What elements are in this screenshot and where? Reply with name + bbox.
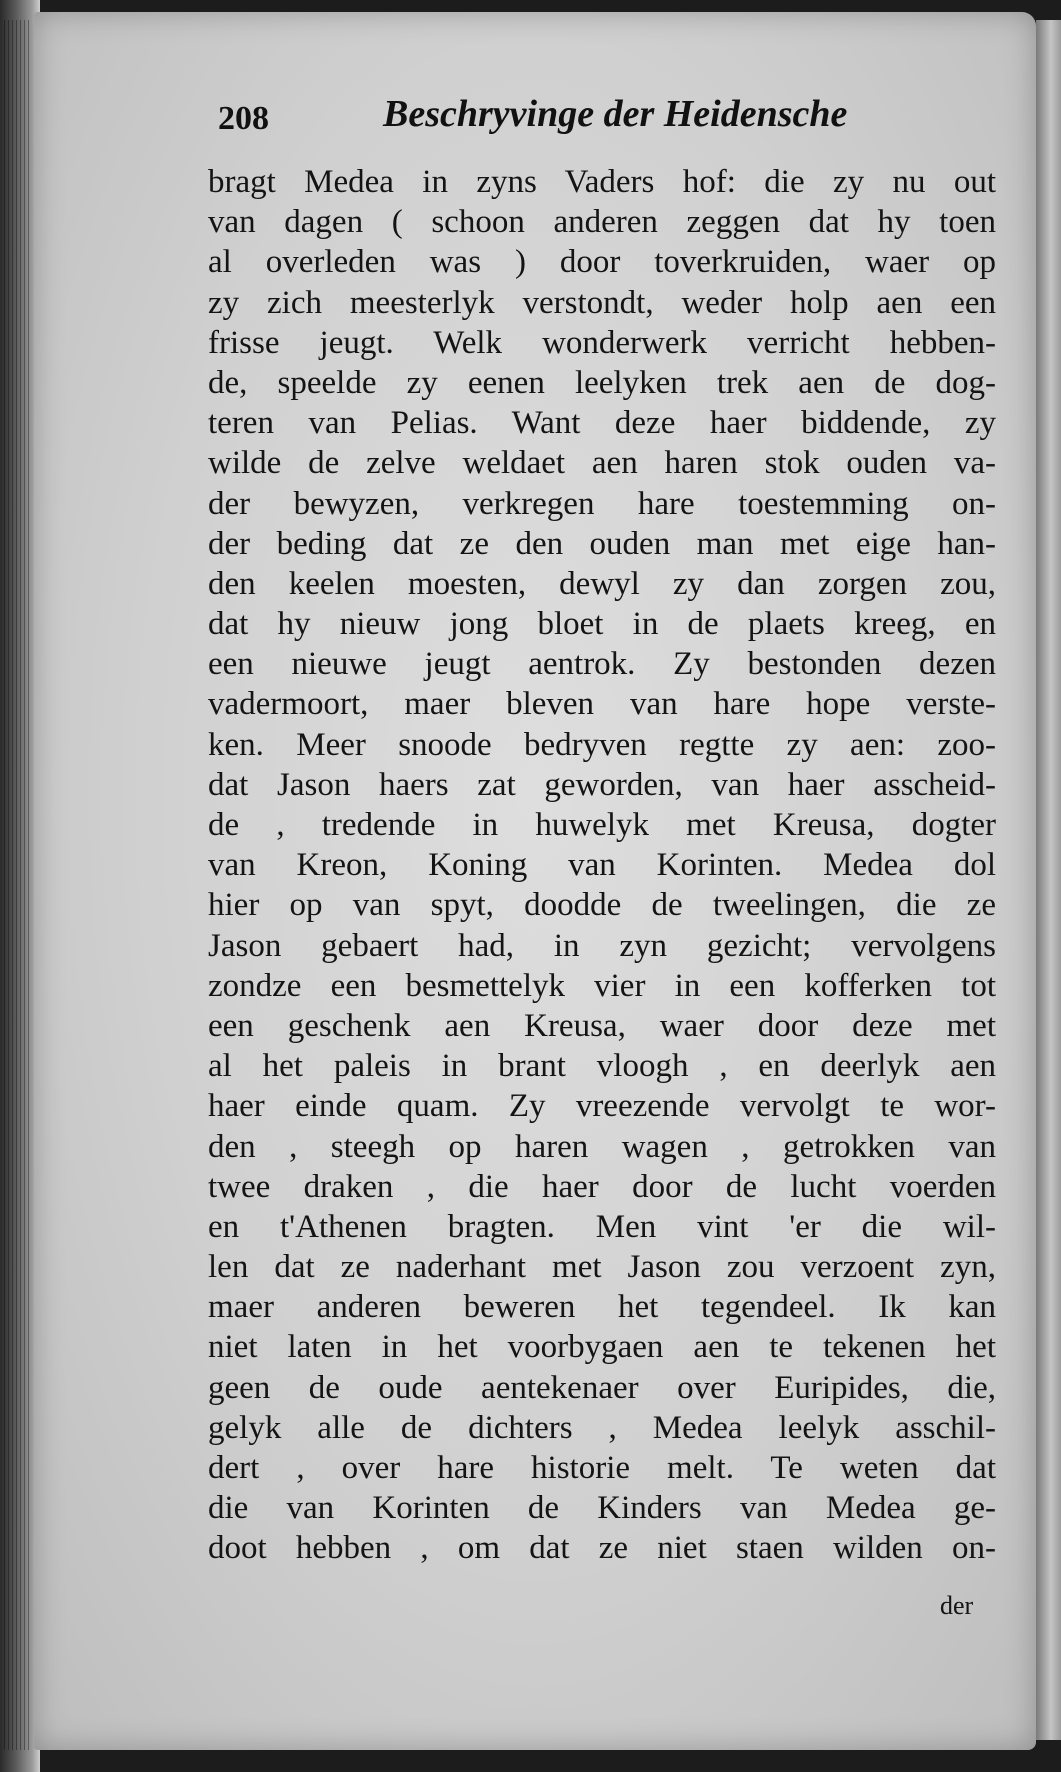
text-line: ken. Meer snoode bedryven regtte zy aen: zoo- [208,726,996,763]
facing-page-edge [1036,20,1061,1740]
text-line: maer anderen beweren het tegendeel. Ik kan [208,1289,996,1326]
text-line: de , tredende in huwelyk met Kreusa, dogter [208,807,996,843]
text-line: bragt Medea in zyns Vaders hof: die zy nu out [208,164,996,200]
text-line: van dagen ( schoon anderen zeggen dat hy toen [208,204,996,241]
text-line: een geschenk aen Kreusa, waer door deze met [208,1007,996,1044]
text-line: zy zich meesterlyk verstondt, weder holp aen een [208,284,996,321]
text-line: frisse jeugt. Welk wonderwerk verricht hebben- [208,324,996,361]
text-line: teren van Pelias. Want deze haer biddende, zy [208,405,996,442]
text-line: der beding dat ze den ouden man met eige han- [208,525,996,562]
text-line: van Kreon, Koning van Korinten. Medea dol [208,847,996,884]
text-line: haer einde quam. Zy vreezende vervolgt te wor- [208,1088,996,1125]
text-line: een nieuwe jeugt aentrok. Zy bestonden dezen [208,646,996,683]
text-line: hier op van spyt, doodde de tweelingen, die ze [208,887,996,924]
catchword: der [940,1591,974,1620]
text-line: den keelen moesten, dewyl zy dan zorgen zou, [208,565,996,602]
text-line: geen de oude aentekenaer over Euripides, die, [208,1369,996,1406]
text-line: al het paleis in brant vloogh , en deerlyk aen [208,1048,996,1085]
text-line: Jason gebaert had, in zyn gezicht; vervolgens [208,927,996,964]
text-line: twee draken , die haer door de lucht voerden [208,1168,996,1205]
text-line: den , steegh op haren wagen , getrokken van [208,1128,996,1165]
text-line: len dat ze naderhant met Jason zou verzoent zyn, [208,1249,996,1286]
text-line: dert , over hare historie melt. Te weten dat [208,1450,996,1486]
text-line: der bewyzen, verkregen hare toestemming on- [208,485,996,522]
text-line: vadermoort, maer bleven van hare hope verste- [208,686,996,723]
page-number: 208 [218,100,269,137]
page-header [218,92,898,144]
text-line: gelyk alle de dichters , Medea leelyk asschil- [208,1409,996,1446]
text-line: doot hebben , om dat ze niet staen wilden on- [208,1530,996,1567]
text-line: niet laten in het voorbygaen aen te tekenen het [208,1329,996,1366]
text-line: en t'Athenen bragten. Men vint 'er die wil- [208,1208,996,1245]
body-text [208,162,1008,1569]
text-line: wilde de zelve weldaet aen haren stok ouden va- [208,445,996,482]
text-line: dat hy nieuw jong bloet in de plaets kreeg, en [208,606,996,643]
text-line: dat Jason haers zat geworden, van haer asscheid- [208,766,996,803]
text-line: die van Korinten de Kinders van Medea ge- [208,1490,996,1527]
text-line: zondze een besmettelyk vier in een kofferken tot [208,967,996,1004]
running-head: Beschryvinge der Heidensche [383,93,848,135]
text-line: al overleden was ) door toverkruiden, waer op [208,244,996,281]
page-edges [4,20,32,1750]
text-line: de, speelde zy eenen leelyken trek aen de dog- [208,364,996,401]
